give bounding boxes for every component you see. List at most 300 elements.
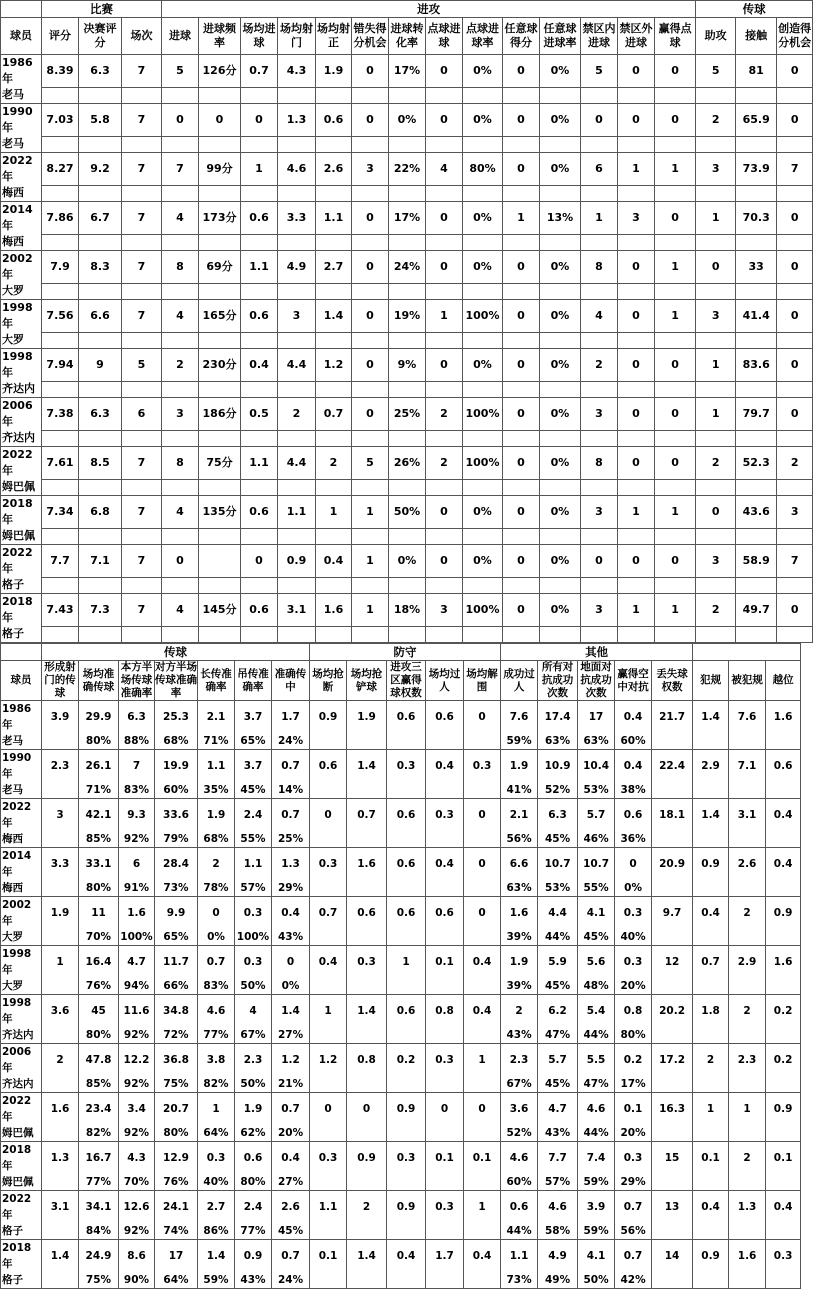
player-name: 格子 [1,1272,42,1289]
player-name: 老马 [1,733,42,750]
stat-cell: 80% [463,153,503,186]
player-year: 2022年 [1,153,42,186]
table-row [1,300,813,333]
stat-cell-percent: 71% [79,782,119,799]
empty-cell [426,87,463,104]
table-row-name [1,626,813,643]
stat-cell-percent: 45% [538,1076,578,1093]
stat-cell: 1.1 [198,750,235,783]
empty-cell [696,528,736,545]
stat-cell-percent [42,1174,79,1191]
column-header: 所有对抗成功次数 [538,661,578,701]
stat-cell-percent: 80% [79,733,119,750]
stat-cell-percent [693,978,729,995]
player-name: 姆巴佩 [1,1125,42,1142]
stat-cell-percent [310,880,347,897]
player-name: 老马 [1,136,42,153]
stat-cell: 0.3 [615,946,652,979]
stat-cell: 1 [696,398,736,431]
stat-cell-percent [42,733,79,750]
empty-cell [79,283,122,300]
stat-cell-percent: 73% [155,880,198,897]
empty-cell [316,332,352,349]
empty-cell [352,430,389,447]
empty-cell [540,136,581,153]
stat-cell-percent [310,978,347,995]
stat-cell-percent: 24% [272,733,310,750]
empty-cell [241,136,278,153]
stat-cell: 1.6 [316,594,352,627]
stat-cell: 0.4 [310,946,347,979]
stat-cell: 28.4 [155,848,198,881]
stat-cell-percent [729,880,766,897]
stat-cell-percent [42,1076,79,1093]
stat-cell-percent: 60% [501,1174,538,1191]
stat-cell-percent [464,1174,501,1191]
stat-cell: 0 [464,848,501,881]
stat-cell: 2 [729,995,766,1028]
stat-cell: 6.3 [79,398,122,431]
stat-cell-percent: 84% [79,1223,119,1240]
stat-cell: 0.6 [615,799,652,832]
stat-cell: 7.61 [42,447,79,480]
stat-cell: 0 [655,349,696,382]
empty-cell [241,479,278,496]
empty-cell [278,577,316,594]
stat-cell-percent: 88% [119,733,155,750]
stat-cell-percent [652,1027,693,1044]
stat-cell-percent [464,1125,501,1142]
table-row-percent [1,978,801,995]
empty-cell [426,381,463,398]
stat-cell: 1 [693,1093,729,1126]
stat-cell: 0.4 [766,1191,801,1224]
stat-cell: 2 [696,447,736,480]
stat-cell-percent [347,782,387,799]
stat-cell: 17% [389,55,426,88]
stat-cell: 4.4 [278,447,316,480]
column-header: 任意球进球率 [540,18,581,55]
stat-cell-percent: 65% [155,929,198,946]
stat-cell: 0% [463,55,503,88]
stat-cell-percent [693,1174,729,1191]
stat-cell: 3 [696,300,736,333]
empty-cell [777,381,813,398]
stat-cell-percent: 75% [79,1272,119,1289]
empty-cell [581,381,618,398]
stat-cell-percent: 52% [538,782,578,799]
stat-cell-percent: 45% [538,831,578,848]
stat-cell: 2.1 [198,701,235,734]
empty-cell [696,185,736,202]
column-header: 赢得空中对抗 [615,661,652,701]
stat-cell-percent: 39% [501,978,538,995]
stat-cell: 1 [696,202,736,235]
stat-cell-percent [693,1125,729,1142]
stat-cell: 7.86 [42,202,79,235]
column-header: 场均过人 [426,661,464,701]
stat-cell: 0.6 [387,848,426,881]
stat-cell-percent: 59% [578,1174,615,1191]
player-year: 1990年 [1,750,42,783]
empty-cell [79,430,122,447]
stat-cell: 8.5 [79,447,122,480]
stat-cell: 5 [696,55,736,88]
stat-cell: 79.7 [736,398,777,431]
stat-cell: 24% [389,251,426,284]
empty-cell [389,528,426,545]
player-name: 老马 [1,87,42,104]
stat-cell: 0.2 [766,995,801,1028]
empty-cell [278,479,316,496]
column-header: 进球 [162,18,199,55]
stat-cell: 0 [618,300,655,333]
stat-cell: 0.6 [426,897,464,930]
group-header-other: 其他 [501,644,693,661]
stat-cell-percent: 17% [615,1076,652,1093]
stat-cell: 0 [777,55,813,88]
stat-cell: 25.3 [155,701,198,734]
stat-cell: 0.1 [310,1240,347,1273]
stat-cell: 26% [389,447,426,480]
stat-cell: 2 [426,447,463,480]
stat-cell-percent: 92% [119,831,155,848]
stat-cell-percent [310,1174,347,1191]
stat-cell: 0 [352,251,389,284]
stat-cell: 0 [696,251,736,284]
stat-cell: 0.8 [426,995,464,1028]
stat-cell: 6.6 [79,300,122,333]
stat-cell-percent [347,1272,387,1289]
stat-cell: 0.9 [347,1142,387,1175]
stat-cell: 4.3 [119,1142,155,1175]
stat-cell: 1.4 [693,799,729,832]
stat-cell: 4 [426,153,463,186]
stat-cell: 3.9 [578,1191,615,1224]
stat-cell: 2.6 [272,1191,310,1224]
player-name: 齐达内 [1,1027,42,1044]
stat-cell-percent: 40% [615,929,652,946]
stat-cell: 1.1 [310,1191,347,1224]
stat-cell-percent [729,733,766,750]
stat-cell: 1 [581,202,618,235]
player-year: 2018年 [1,1142,42,1175]
stat-cell-percent [310,1272,347,1289]
empty-cell [241,332,278,349]
stat-cell: 34.8 [155,995,198,1028]
empty-cell [581,332,618,349]
stat-cell: 1.9 [42,897,79,930]
stat-cell: 73.9 [736,153,777,186]
stat-cell: 0.6 [426,701,464,734]
stat-cell: 12.2 [119,1044,155,1077]
stat-cell: 1 [655,300,696,333]
stat-cell: 22.4 [652,750,693,783]
stat-cell: 0.6 [241,300,278,333]
stat-cell: 1 [655,153,696,186]
stat-cell-percent [766,1223,801,1240]
empty-cell [241,626,278,643]
player-year: 1998年 [1,349,42,382]
stat-cell: 0 [352,55,389,88]
table-row [1,946,801,979]
stat-cell: 7 [122,251,162,284]
empty-cell [655,283,696,300]
stat-cell: 4 [162,300,199,333]
stat-cell: 0 [655,55,696,88]
table-row-name [1,577,813,594]
stat-cell: 0 [655,545,696,578]
stat-cell: 8 [581,251,618,284]
stat-cell-percent: 50% [578,1272,615,1289]
stat-cell-percent [387,733,426,750]
stat-cell-percent [766,929,801,946]
stat-cell-percent [387,1174,426,1191]
stat-cell-percent [387,1076,426,1093]
stat-cell-percent [387,782,426,799]
stat-cell: 0.3 [615,1142,652,1175]
stat-cell: 0.6 [387,897,426,930]
stat-cell: 0 [655,398,696,431]
empty-cell [352,283,389,300]
empty-cell [463,430,503,447]
stat-cell-percent: 47% [578,1076,615,1093]
stat-cell: 0% [540,496,581,529]
stat-cell-percent [693,929,729,946]
stat-cell-percent: 65% [235,733,272,750]
stat-cell-percent [426,1027,464,1044]
stat-cell-percent [652,733,693,750]
stat-cell: 0 [618,349,655,382]
empty-cell [389,332,426,349]
empty-cell [736,381,777,398]
empty-cell [42,577,79,594]
stat-cell-percent: 59% [501,733,538,750]
stat-cell-percent: 63% [501,880,538,897]
stat-cell-percent [387,1125,426,1142]
empty-cell [278,87,316,104]
table-row [1,496,813,529]
stat-cell-percent: 63% [578,733,615,750]
stat-cell: 8.39 [42,55,79,88]
empty-cell [79,136,122,153]
stat-cell: 1.3 [729,1191,766,1224]
stat-cell: 83.6 [736,349,777,382]
stat-cell: 58.9 [736,545,777,578]
stat-cell: 0.7 [615,1191,652,1224]
stat-cell-percent: 56% [615,1223,652,1240]
column-header: 场均抢断 [310,661,347,701]
stat-cell: 17.2 [652,1044,693,1077]
stat-cell: 10.7 [538,848,578,881]
stat-cell-percent: 80% [155,1125,198,1142]
stat-cell: 20.2 [652,995,693,1028]
stat-cell: 1.1 [316,202,352,235]
empty-cell [199,626,241,643]
stat-cell: 1.7 [426,1240,464,1273]
stat-cell: 0.1 [693,1142,729,1175]
empty-cell [389,87,426,104]
stat-cell: 0 [503,300,540,333]
stat-cell: 9 [79,349,122,382]
stat-cell: 0 [162,104,199,137]
stat-cell-percent: 82% [79,1125,119,1142]
stat-cell-percent: 43% [235,1272,272,1289]
empty-cell [42,626,79,643]
stat-cell: 0 [503,545,540,578]
stat-cell: 0.6 [501,1191,538,1224]
stat-cell-percent [42,1125,79,1142]
empty-cell [777,185,813,202]
table-row-name [1,332,813,349]
empty-cell [241,87,278,104]
table-row [1,848,801,881]
stat-cell: 5 [581,55,618,88]
stat-cell: 0.4 [615,750,652,783]
table-row [1,202,813,235]
empty-cell [540,577,581,594]
stat-cell: 7.1 [79,545,122,578]
table-row [1,545,813,578]
stat-cell: 0 [464,701,501,734]
player-name: 姆巴佩 [1,528,42,545]
empty-cell [618,185,655,202]
stat-cell: 5.7 [578,799,615,832]
table-row [1,447,813,480]
stat-cell: 1.9 [198,799,235,832]
empty-cell [42,528,79,545]
stat-cell-percent: 78% [198,880,235,897]
empty-cell [122,87,162,104]
table-row-name [1,185,813,202]
stat-cell: 5 [162,55,199,88]
empty-cell [581,234,618,251]
stat-cell: 0 [352,104,389,137]
empty-cell [278,136,316,153]
empty-cell [655,185,696,202]
stat-cell: 11.7 [155,946,198,979]
empty-cell [122,185,162,202]
stat-cell: 1 [655,496,696,529]
empty-cell [162,528,199,545]
stat-cell: 0.3 [615,897,652,930]
stat-cell-percent: 64% [155,1272,198,1289]
stat-cell: 3 [618,202,655,235]
empty-cell [581,283,618,300]
stat-cell: 8 [162,447,199,480]
stat-cell-percent: 91% [119,880,155,897]
stat-cell-percent: 53% [538,880,578,897]
player-year: 1998年 [1,946,42,979]
stat-cell: 7 [777,153,813,186]
stat-cell: 2 [426,398,463,431]
stat-cell: 1.3 [272,848,310,881]
stat-cell-percent: 76% [155,1174,198,1191]
player-year: 2018年 [1,1240,42,1273]
stat-cell: 0.2 [387,1044,426,1077]
stat-cell: 26.1 [79,750,119,783]
empty-cell [278,332,316,349]
stat-cell: 2 [729,897,766,930]
stat-cell: 0% [540,300,581,333]
empty-cell [777,479,813,496]
stat-cell: 0.4 [426,848,464,881]
empty-cell [540,626,581,643]
stat-cell: 5.5 [578,1044,615,1077]
empty-cell [581,185,618,202]
stat-cell: 1.4 [198,1240,235,1273]
stat-cell-percent [693,831,729,848]
stat-cell: 0.9 [278,545,316,578]
stat-cell-percent [693,733,729,750]
column-header: 禁区外进球 [618,18,655,55]
stat-cell-percent [729,929,766,946]
stat-cell-percent: 75% [155,1076,198,1093]
stat-cell: 3 [777,496,813,529]
stat-cell: 7.3 [79,594,122,627]
stat-cell: 0 [426,349,463,382]
empty-cell [618,528,655,545]
stat-cell: 0.9 [310,701,347,734]
empty-cell [618,136,655,153]
table-row [1,104,813,137]
stat-cell-percent [426,782,464,799]
empty-cell [278,283,316,300]
empty-cell [581,87,618,104]
stat-cell: 3.6 [42,995,79,1028]
stat-cell: 0 [581,545,618,578]
stat-cell: 0% [540,594,581,627]
stat-cell-percent: 53% [578,782,615,799]
stat-cell: 0% [540,398,581,431]
column-header: 场均射门 [278,18,316,55]
stat-cell-percent: 44% [538,929,578,946]
empty-cell [696,136,736,153]
stat-cell: 0.7 [316,398,352,431]
stat-cell: 5.8 [79,104,122,137]
stat-cell-percent [426,978,464,995]
table-row [1,750,801,783]
stat-cell: 0 [352,300,389,333]
stat-cell-percent: 27% [272,1174,310,1191]
empty-cell [389,479,426,496]
empty-cell [389,136,426,153]
empty-cell [162,87,199,104]
stat-cell: 5.9 [538,946,578,979]
stat-cell: 0.2 [615,1044,652,1077]
stat-cell-percent [693,880,729,897]
player-name: 大罗 [1,332,42,349]
stat-cell: 20.7 [155,1093,198,1126]
stat-cell: 0.6 [241,496,278,529]
stat-cell: 69分 [199,251,241,284]
empty-cell [618,234,655,251]
stat-cell-percent [310,831,347,848]
stat-cell: 173分 [199,202,241,235]
stat-cell: 7 [122,104,162,137]
stat-cell: 25% [389,398,426,431]
empty-cell [463,479,503,496]
column-header: 点球进球 [426,18,463,55]
stat-cell: 0.3 [387,750,426,783]
stat-cell: 0 [777,202,813,235]
stat-cell: 1 [696,349,736,382]
player-column-header: 球员 [1,18,42,55]
empty-cell [352,528,389,545]
empty-cell [736,136,777,153]
stat-cell: 1 [198,1093,235,1126]
empty-cell [79,577,122,594]
